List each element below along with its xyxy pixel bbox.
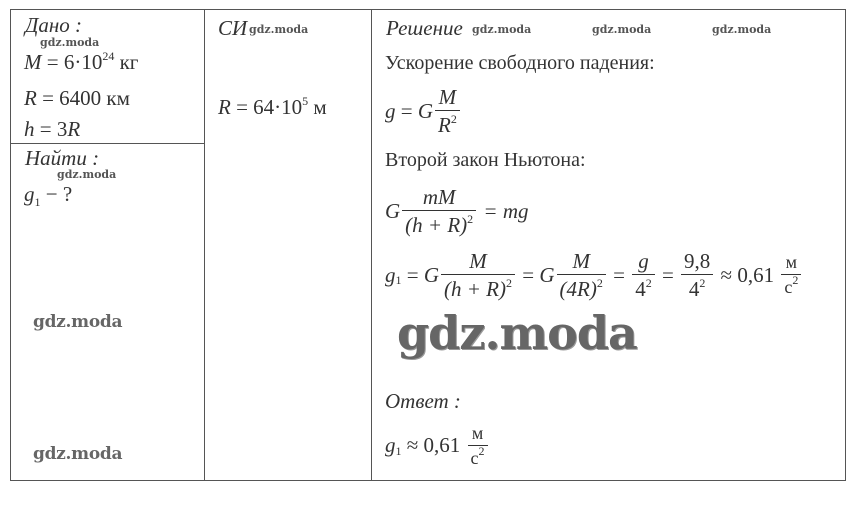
watermark-small: gdz.moda — [712, 23, 772, 36]
fraction: $\frac{g}{4^2}$ — [632, 250, 655, 300]
watermark-small: gdz.moda — [472, 23, 532, 36]
table-bottom-border — [10, 480, 846, 481]
fraction: $\frac{M}{(h + R)^2}$ — [441, 250, 515, 300]
newton-law-heading: Второй закон Ньютона: — [385, 149, 586, 171]
unit-fraction: $\frac{м}{с^2}$ — [468, 424, 488, 468]
table-right-border — [845, 9, 846, 481]
formula-result: g $_1$ = G $\frac{M}{(h + R)^2}$ = G $\frac{M}{(4R)^2}$ = $\frac{g}{4^2}$ = $\frac{9,8}{4^2}$ ≈ 0,61 $\frac{м}{с^2}$ — [385, 250, 803, 300]
watermark-small: gdz.moda — [40, 36, 100, 49]
fraction: $\frac{M}{(4R)^2}$ — [557, 250, 606, 300]
si-title: СИ — [218, 16, 248, 40]
watermark-small: gdz.moda — [249, 23, 309, 36]
find-title: Найти : — [25, 146, 100, 170]
answer-formula: g $_1$ ≈ 0,61 $\frac{м}{с^2}$ — [385, 424, 490, 468]
given-radius: R = 6400 км — [24, 86, 130, 110]
given-mass: $M = 6\cdot 10^{24}$ кг — [24, 49, 139, 74]
si-radius: $R = 64\cdot 10^5$ м — [218, 94, 327, 119]
formula-free-fall: g = G $\frac{M}{R^2}$ — [385, 86, 462, 136]
free-fall-heading: Ускорение свободного падения: — [385, 52, 655, 74]
watermark-medium: gdz.moda — [33, 444, 123, 464]
formula-newton: G $\frac{mM}{(h + R)^2}$ = mg — [385, 185, 529, 238]
fraction: $\frac{M}{R^2}$ — [435, 86, 460, 136]
given-find-divider — [10, 143, 205, 144]
fraction: $\frac{9,8}{4^2}$ — [681, 250, 713, 300]
given-title: Дано : — [25, 13, 83, 37]
watermark-medium: gdz.moda — [33, 312, 123, 332]
given-height: h = 3R — [24, 117, 81, 141]
column-divider-1 — [204, 9, 205, 481]
table-top-border — [10, 9, 846, 10]
watermark-large: gdz.moda — [397, 306, 637, 360]
table-left-border — [10, 9, 11, 481]
watermark-small: gdz.moda — [592, 23, 652, 36]
find-unknown: $g_1$ − ? — [24, 182, 73, 209]
column-divider-2 — [371, 9, 372, 481]
fraction: $\frac{mM}{(h + R)^2}$ — [402, 186, 476, 236]
unit-fraction: $\frac{м}{с^2}$ — [781, 253, 801, 297]
solution-title: Решение — [386, 16, 463, 40]
answer-label: Ответ : — [385, 389, 461, 413]
watermark-small: gdz.moda — [57, 168, 117, 181]
